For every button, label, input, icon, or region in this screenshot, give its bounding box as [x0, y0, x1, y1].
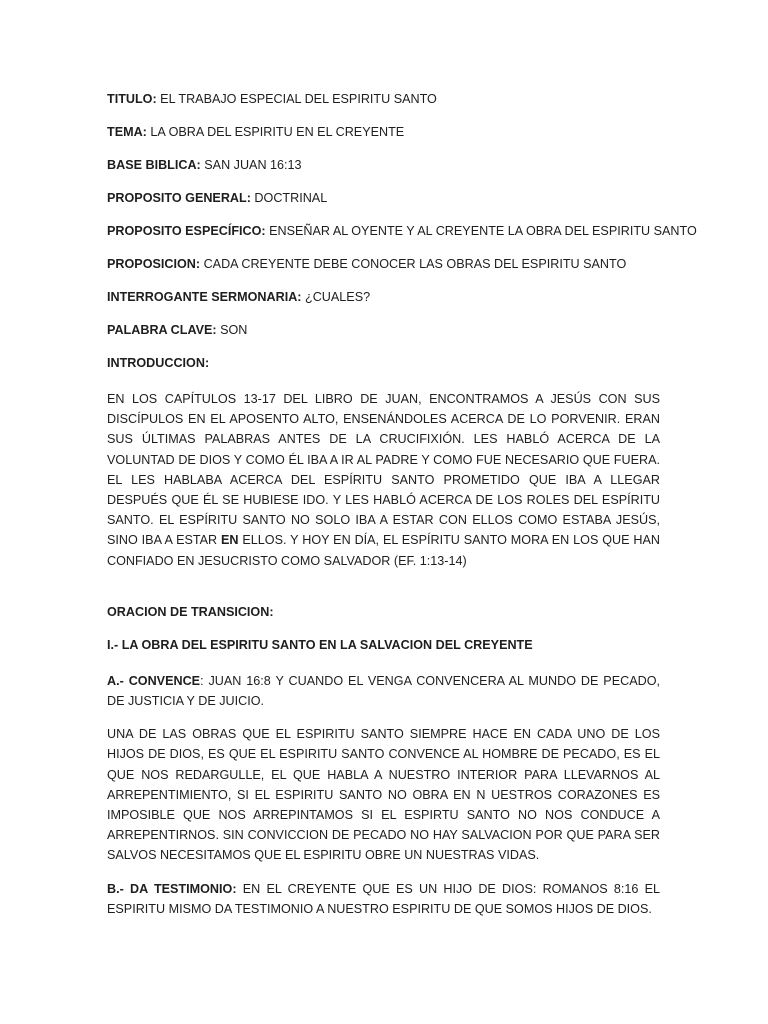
base-biblica-value: SAN JUAN 16:13 [204, 158, 302, 172]
base-biblica-field [107, 158, 660, 174]
proposito-general-label: PROPOSITO GENERAL: [107, 191, 251, 205]
section-1-body-paragraph: UNA DE LAS OBRAS QUE EL ESPIRITU SANTO SIEMPRE HACE EN CADA UNO DE LOS HIJOS DE DIOS, ES QUE EL ESPIRITU SANTO CONVENCE AL HOMBRE DE PECADO, ES EL QUE NOS REDARGULLE, EL QUE HABLA A NUESTRO INTERIOR PARA LLEVARNOS AL ARREPENTIMIENTO, SI EL ESPIRITU SANTO NO OBRA EN N UESTROS CORAZONES ES IMPOSIBLE QUE NOS ARREPINTAMOS SI EL ESPIRTU SANTO NO NOS CONDUCE A ARREPENTIRNOS. SIN CONVICCION DE PECADO NO HAY SALVACION POR QUE PARA SER SALVOS NECESITAMOS QUE EL ESPIRITU OBRE UN NUESTRAS VIDAS. [107, 727, 660, 863]
proposicion-value: CADA CREYENTE DEBE CONOCER LAS OBRAS DEL ESPIRITU SANTO [203, 257, 627, 271]
proposito-especifico-value: ENSEÑAR AL OYENTE Y AL CREYENTE LA OBRA DEL ESPIRITU SANTO [269, 224, 697, 238]
oracion-transicion-heading: ORACION DE TRANSICION: [107, 604, 274, 619]
tema-value: LA OBRA DEL ESPIRITU EN EL CREYENTE [150, 125, 405, 139]
introduccion-text-before: EN LOS CAPÍTULOS 13-17 DEL LIBRO DE JUAN, ENCONTRAMOS A JESÚS CON SUS DISCÍPULOS EN EL APOSENTO ALTO, ENSENÁNDOLES ACERCA DE LO PORVENIR. ERAN SUS ÚLTIMAS PALABRAS ANTES DE LA CRUCIFIXIÓN. LES HABLÓ ACERCA DE LA VOLUNTAD DE DIOS Y COMO ÉL IBA A IR AL PADRE Y COMO FUE NECESARIO QUE FUERA. EL LES HABLABA ACERCA DEL ESPÍRITU SANTO PROMETIDO QUE IBA A LLEGAR DESPUÉS QUE ÉL SE HUBIESE IDO. Y LES HABLÓ ACERCA DE LOS ROLES DEL ESPÍRITU SANTO. EL ESPÍRITU SANTO NO SOLO IBA A ESTAR CON ELLOS COMO ESTABA JESÚS, SINO IBA A ESTAR [107, 392, 660, 548]
proposito-general-field [107, 191, 660, 207]
point-a-label: A.- CONVENCE [107, 673, 201, 688]
introduccion-text-bold: EN [221, 533, 239, 548]
interrogante-value: ¿CUALES? [305, 290, 371, 304]
introduccion-heading: INTRODUCCION: [107, 356, 210, 370]
titulo-label: TITULO: [107, 92, 157, 106]
palabra-clave-field [107, 323, 660, 339]
palabra-clave-value: SON [220, 323, 248, 337]
base-biblica-label: BASE BIBLICA: [107, 158, 201, 172]
point-b-text: EN EL CREYENTE QUE ES UN HIJO DE DIOS: ROMANOS 8:16 EL ESPIRITU MISMO DA TESTIMONIO A NUESTRO ESPIRITU DE QUE SOMOS HIJOS DE DIOS. [107, 881, 661, 916]
tema-field [107, 125, 660, 141]
proposicion-label: PROPOSICION: [107, 257, 201, 271]
proposito-general-value: DOCTRINAL [254, 191, 328, 205]
section-spacer [107, 584, 660, 605]
proposicion-field [107, 257, 660, 273]
proposito-especifico-label: PROPOSITO ESPECÍFICO: [107, 224, 266, 238]
tema-label: TEMA: [107, 125, 147, 139]
interrogante-label: INTERROGANTE SERMONARIA: [107, 290, 302, 304]
point-a-paragraph [107, 671, 660, 711]
section-1-heading: I.- LA OBRA DEL ESPIRITU SANTO EN LA SALVACION DEL CREYENTE [107, 637, 533, 652]
point-b-paragraph [107, 879, 660, 919]
interrogante-field [107, 290, 660, 306]
point-b-label: B.- DA TESTIMONIO: [107, 881, 237, 896]
palabra-clave-label: PALABRA CLAVE: [107, 323, 217, 337]
point-a-text: : JUAN 16:8 Y CUANDO EL VENGA CONVENCERA AL MUNDO DE PECADO, DE JUSTICIA Y DE JUICIO. [107, 673, 660, 709]
titulo-field [107, 92, 660, 108]
introduccion-text-after: ELLOS. Y HOY EN DÍA, EL ESPÍRITU SANTO MORA EN LOS QUE HAN CONFIADO EN JESUCRISTO COMO SALVADOR (EF. 1:13-14) [107, 533, 660, 568]
titulo-value: EL TRABAJO ESPECIAL DEL ESPIRITU SANTO [160, 92, 437, 106]
proposito-especifico-field [107, 224, 697, 240]
introduccion-paragraph [107, 389, 660, 571]
